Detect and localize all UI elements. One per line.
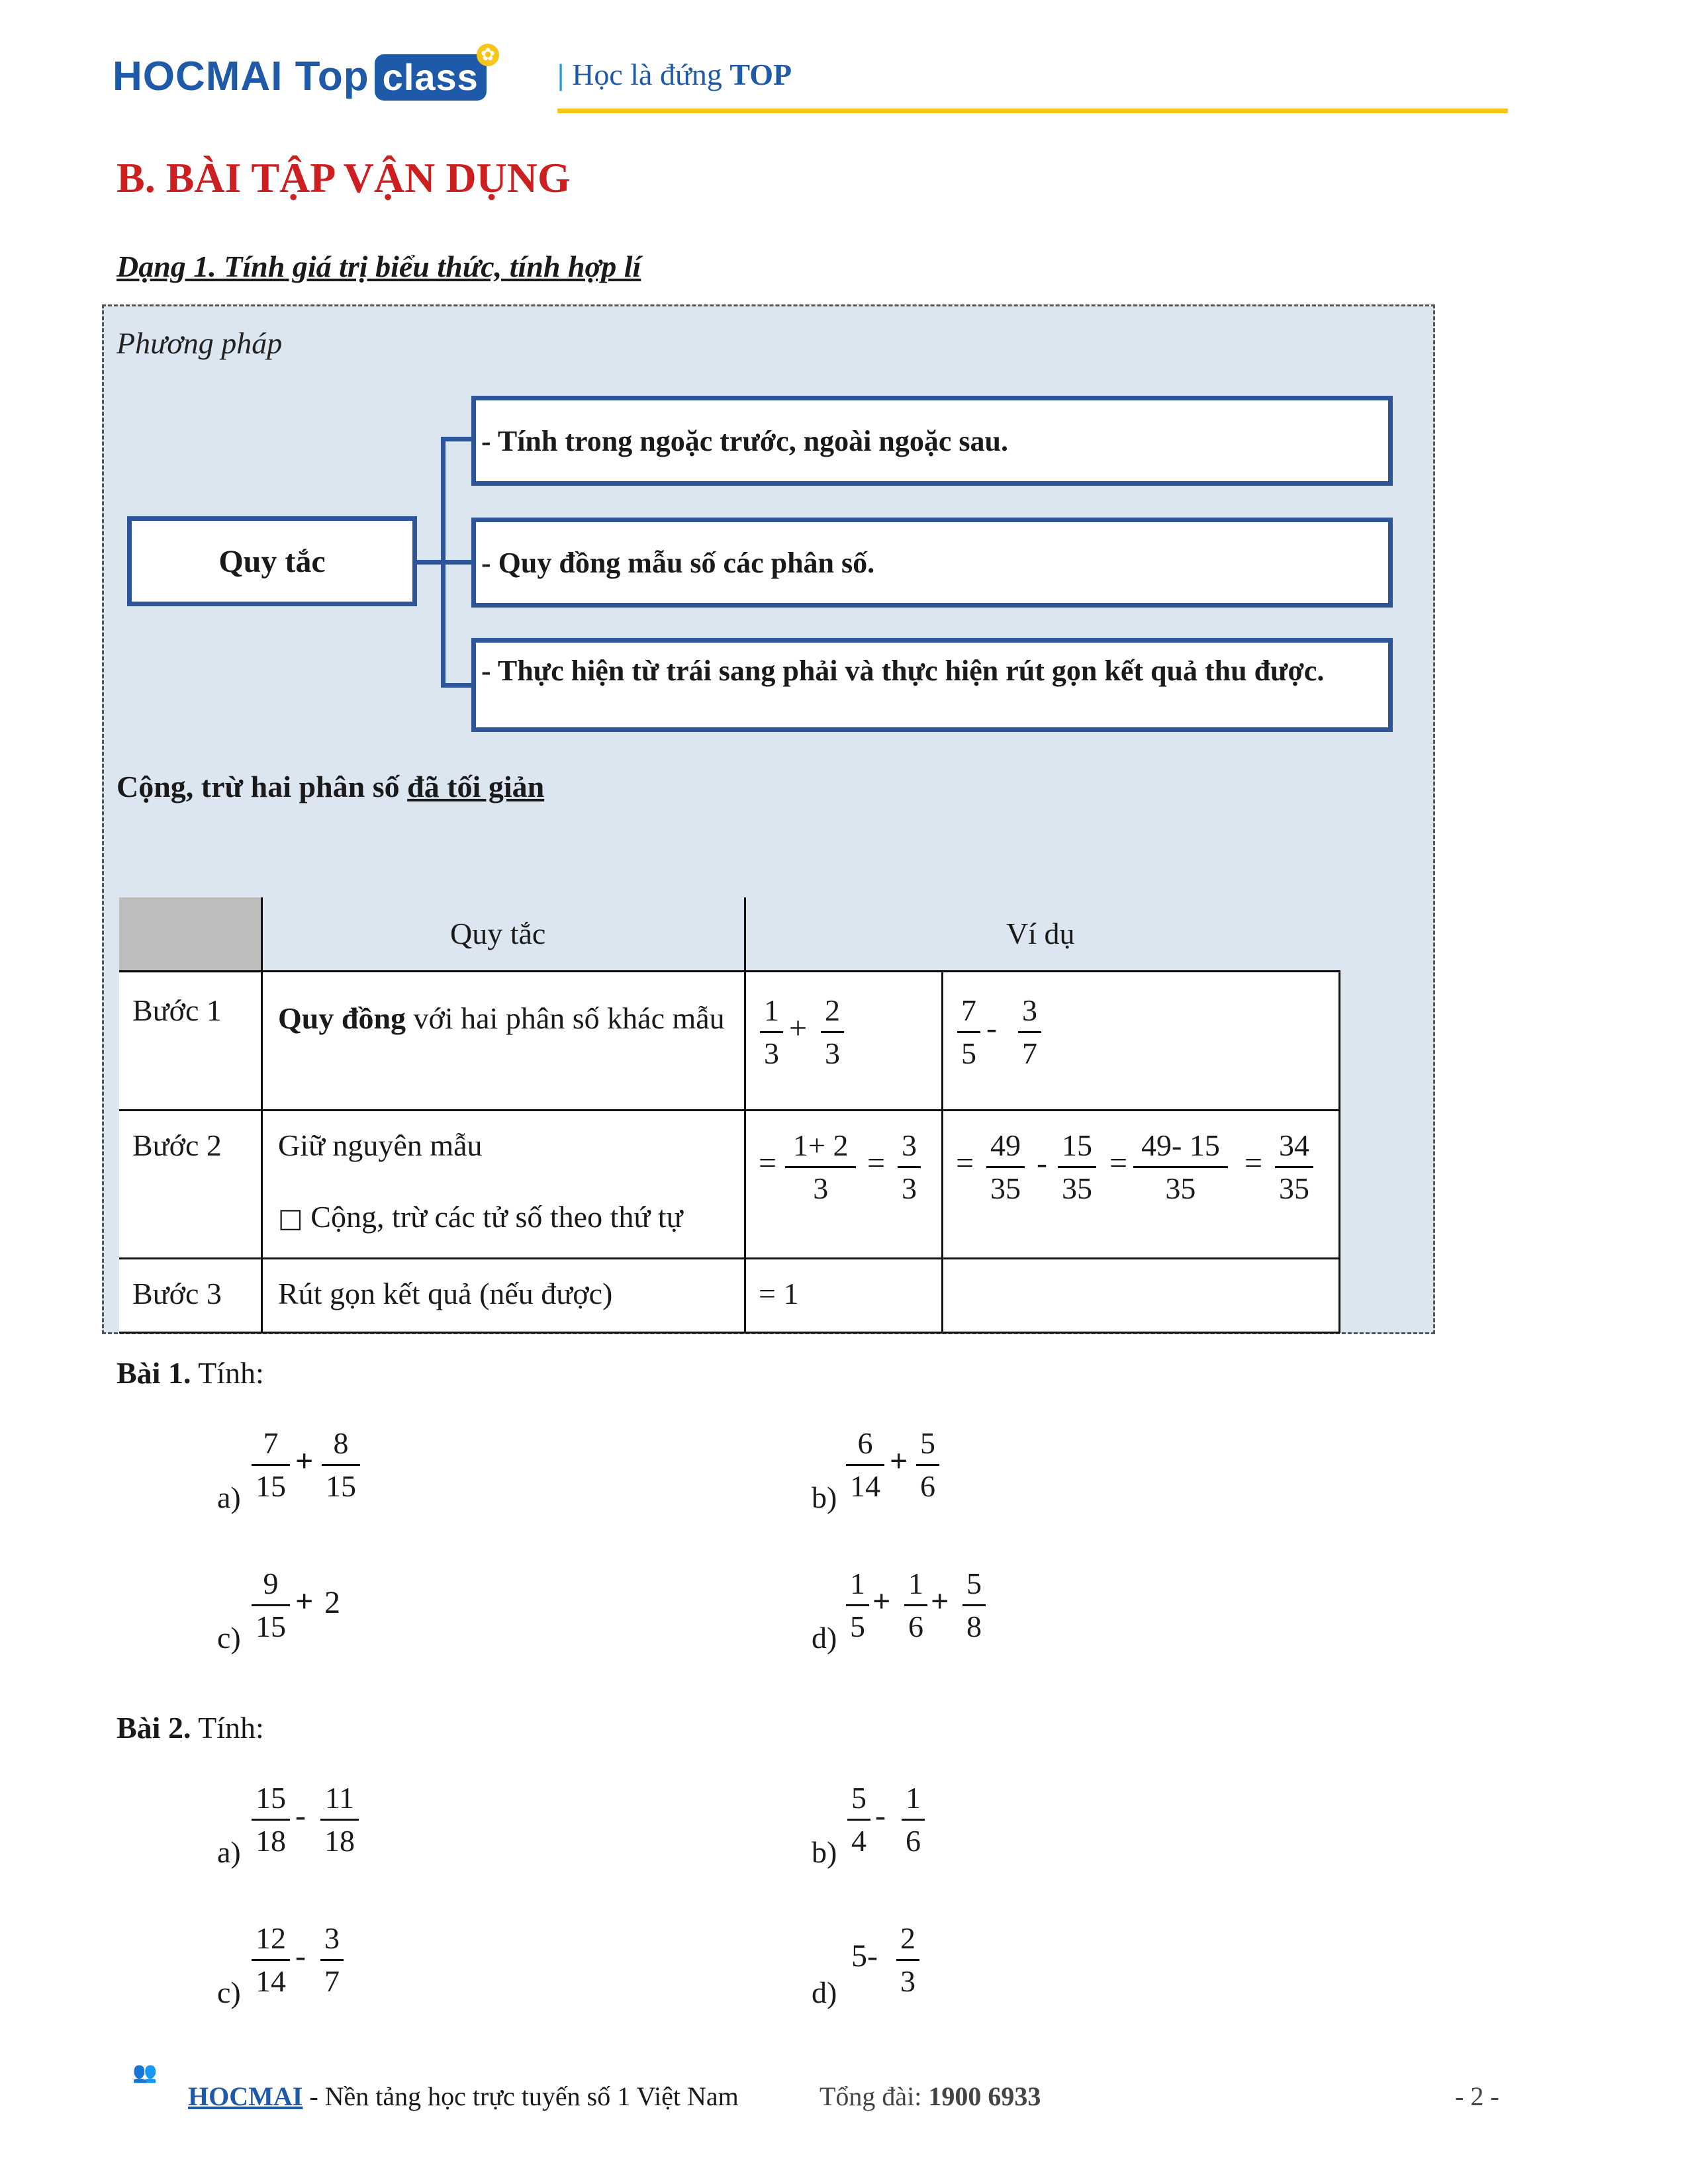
table-border: [1338, 970, 1340, 1333]
numerator: 7: [961, 993, 976, 1027]
bai-2-b-label: b): [812, 1835, 837, 1869]
bai-2-rest: Tính:: [191, 1711, 264, 1745]
fraction: [252, 1423, 290, 1507]
lead-term: 5-: [851, 1938, 878, 1974]
method-label: Phương pháp: [117, 326, 283, 360]
numerator: 34: [1279, 1128, 1309, 1162]
hocmai-logo: [113, 53, 487, 101]
fraction: [846, 1423, 884, 1507]
page-number: - 2 -: [1455, 2081, 1499, 2111]
slogan-emph: TOP: [729, 58, 792, 91]
numerator: 15: [256, 1781, 286, 1815]
cong-tru-prefix: Cộng, trừ hai phân số: [117, 770, 408, 803]
fraction: [760, 990, 783, 1074]
fraction: [916, 1423, 939, 1507]
fraction: [320, 1918, 344, 2002]
bai-1-c-label: c): [217, 1621, 241, 1655]
numerator: 1: [908, 1567, 923, 1600]
operator: -: [295, 1938, 306, 1974]
integer: 2: [324, 1585, 340, 1620]
bai-1-b-label: b): [812, 1480, 837, 1514]
table-border: [119, 970, 1340, 972]
bai-2-c-label: c): [217, 1976, 241, 2009]
fraction: [1018, 990, 1041, 1074]
denominator: 3: [898, 1166, 921, 1209]
numerator: 1: [906, 1781, 921, 1815]
hocmai-people-icon: 👥: [132, 2061, 158, 2084]
numerator: 3: [902, 1128, 917, 1162]
table-border: [119, 1109, 1340, 1111]
bai-2-a-label: a): [217, 1835, 241, 1869]
denominator: 3: [785, 1166, 856, 1209]
denominator: 5: [957, 1031, 980, 1074]
fraction: [846, 1563, 869, 1647]
fraction: [902, 1778, 925, 1862]
fraction: [847, 1778, 870, 1862]
numerator: 49- 15: [1141, 1128, 1220, 1162]
numerator: 49: [990, 1128, 1021, 1162]
bai-1-label: Bài 1.: [117, 1356, 191, 1390]
hotline-number: 1900 6933: [928, 2081, 1041, 2111]
section-title: B. BÀI TẬP VẬN DỤNG: [117, 154, 571, 201]
fraction: [1058, 1125, 1096, 1209]
step-3-rule: Rút gọn kết quả (nếu được): [278, 1277, 613, 1310]
bai-1-d-label: d): [812, 1621, 837, 1655]
step-2-rule-line1: Giữ nguyên mẫu: [278, 1128, 483, 1162]
equals: =: [1109, 1146, 1128, 1181]
fraction: [962, 1563, 986, 1647]
denominator: 6: [916, 1464, 939, 1507]
step-3-label: Bước 3: [132, 1277, 222, 1310]
fraction: [322, 1423, 360, 1507]
step-1-label: Bước 1: [132, 993, 222, 1027]
rule-box: Quy tắc: [127, 516, 417, 606]
denominator: 7: [1018, 1031, 1041, 1074]
step-3-result: = 1: [759, 1277, 799, 1310]
dang-title: Dạng 1. Tính giá trị biểu thức, tính hợp lí: [117, 250, 641, 283]
numerator: 5: [966, 1567, 982, 1600]
numerator: 1: [850, 1567, 865, 1600]
operator: +: [295, 1443, 314, 1479]
fraction: [1275, 1125, 1313, 1209]
equals: =: [956, 1146, 974, 1181]
fraction: [320, 1778, 359, 1862]
denominator: 7: [320, 1959, 344, 2002]
step-1-rule: [278, 990, 731, 1047]
equals: =: [867, 1146, 886, 1181]
operator: +: [890, 1443, 908, 1479]
numerator: 5: [851, 1781, 867, 1815]
fraction: [1137, 1125, 1224, 1209]
denominator: 4: [847, 1819, 870, 1862]
equals: =: [1244, 1146, 1263, 1181]
denominator: 35: [1058, 1166, 1096, 1209]
operator: +: [931, 1584, 949, 1619]
denominator: 18: [320, 1819, 359, 1862]
denominator: 15: [322, 1464, 360, 1507]
footer-hotline: [820, 2081, 1041, 2112]
sun-icon: ✿: [477, 44, 499, 66]
hotline-label: Tổng đài:: [820, 2081, 929, 2111]
denominator: 8: [962, 1604, 986, 1647]
table-border: [941, 970, 943, 1333]
fraction: [896, 1918, 919, 2002]
slogan-text: Học là đứng: [572, 58, 722, 91]
connector-2: [441, 560, 471, 565]
denominator: 6: [902, 1819, 925, 1862]
step-2-rule-text: Cộng, trừ các tử số theo thứ tự: [310, 1200, 683, 1234]
operator: -: [1037, 1146, 1047, 1181]
rule-item-3: - Thực hiện từ trái sang phải và thực hiện rút gọn kết quả thu được.: [471, 638, 1393, 732]
fraction: [821, 990, 844, 1074]
table-header-example: Ví dụ: [1006, 917, 1075, 950]
numerator: 7: [263, 1426, 279, 1460]
footer-tagline: - Nền tảng học trực tuyến số 1 Việt Nam: [303, 2081, 739, 2111]
operator: +: [295, 1584, 314, 1619]
slogan-bar: |: [557, 58, 565, 91]
fraction: [957, 990, 980, 1074]
table-border: [744, 897, 746, 1333]
denominator: 35: [1275, 1166, 1313, 1209]
numerator: 3: [1022, 993, 1037, 1027]
logo-class-badge: class: [375, 54, 487, 101]
fraction: [904, 1563, 927, 1647]
logo-text: HOCMAI Top: [113, 54, 369, 99]
bai-1-rest: Tính:: [191, 1356, 264, 1390]
denominator: 18: [252, 1819, 290, 1862]
operator: +: [872, 1584, 891, 1619]
equals: =: [759, 1146, 777, 1181]
operator: -: [295, 1798, 306, 1833]
table-corner-cell: [119, 897, 261, 973]
bai-2-label: Bài 2.: [117, 1711, 191, 1745]
bai-1-a-label: a): [217, 1480, 241, 1514]
denominator: 3: [821, 1031, 844, 1074]
step-1-rule-bold: Quy đồng: [278, 1001, 406, 1035]
operator: -: [986, 1011, 997, 1046]
numerator: 15: [1062, 1128, 1092, 1162]
cong-tru-heading: [117, 769, 544, 804]
bai-2-d-label: d): [812, 1976, 837, 2009]
fraction: [898, 1125, 921, 1209]
numerator: 9: [263, 1567, 279, 1600]
rule-item-1: - Tính trong ngoặc trước, ngoài ngoặc sau.: [471, 396, 1393, 486]
bai-2-title: [117, 1710, 264, 1745]
numerator: 1: [764, 993, 779, 1027]
numerator: 2: [900, 1921, 915, 1955]
operator: +: [789, 1011, 808, 1046]
numerator: 5: [920, 1426, 935, 1460]
numerator: 8: [333, 1426, 349, 1460]
fraction: [252, 1778, 290, 1862]
fraction: [789, 1125, 852, 1209]
slogan: [557, 57, 792, 92]
checkbox-icon: □: [278, 1203, 303, 1234]
numerator: 11: [324, 1781, 355, 1815]
denominator: 3: [896, 1959, 919, 2002]
footer-brand-link[interactable]: HOCMAI: [188, 2081, 303, 2111]
connector-1: [441, 437, 471, 441]
numerator: 12: [256, 1921, 286, 1955]
numerator: 6: [857, 1426, 873, 1460]
denominator: 14: [846, 1464, 884, 1507]
footer-left: [188, 2081, 739, 2112]
numerator: 1+ 2: [793, 1128, 849, 1162]
fraction: [252, 1563, 290, 1647]
table-border: [261, 897, 263, 1333]
denominator: 35: [1133, 1166, 1228, 1209]
step-2-label: Bước 2: [132, 1128, 222, 1162]
numerator: 3: [324, 1921, 340, 1955]
denominator: 15: [252, 1604, 290, 1647]
denominator: 35: [986, 1166, 1025, 1209]
fraction: [986, 1125, 1025, 1209]
step-1-rule-rest: với hai phân số khác mẫu: [413, 1001, 725, 1035]
bai-1-title: [117, 1355, 264, 1390]
denominator: 15: [252, 1464, 290, 1507]
table-border: [119, 1257, 1340, 1259]
step-2-rule-line2: [278, 1199, 683, 1234]
rule-item-2: - Quy đồng mẫu số các phân số.: [471, 518, 1393, 608]
header-divider: [557, 109, 1508, 113]
denominator: 5: [846, 1604, 869, 1647]
denominator: 14: [252, 1959, 290, 2002]
numerator: 2: [825, 993, 840, 1027]
cong-tru-emph: đã tối giản: [407, 770, 545, 803]
connector-3: [441, 683, 471, 688]
denominator: 6: [904, 1604, 927, 1647]
operator: -: [875, 1798, 886, 1833]
fraction: [252, 1918, 290, 2002]
table-border: [119, 1332, 1340, 1334]
denominator: 3: [760, 1031, 783, 1074]
table-header-rule: Quy tắc: [450, 917, 546, 950]
